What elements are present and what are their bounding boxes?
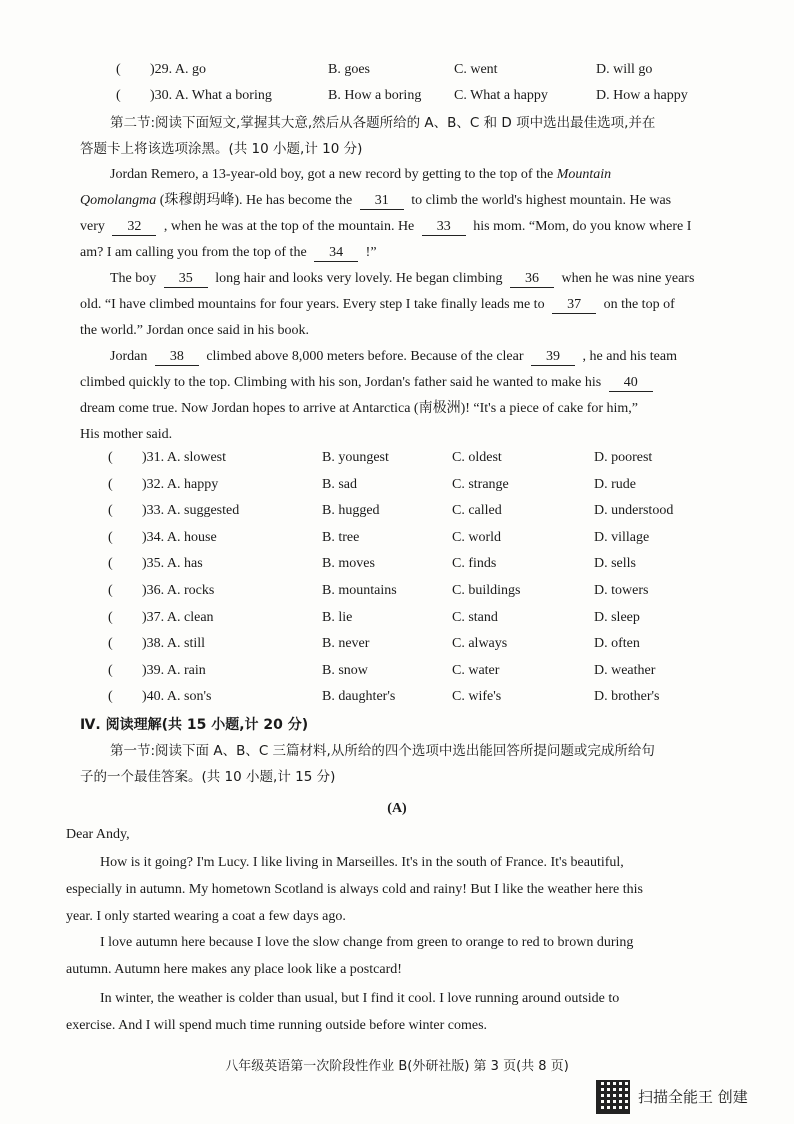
text: The boy [110,271,157,286]
answer-paren: ( [108,556,113,572]
text: very [80,219,105,234]
passage-line [110,162,790,188]
letter-line: How is it going? I'm Lucy. I like living in Marseilles. It's in the south of France. It's beautiful, [100,855,624,870]
option-c: C. wife's [452,689,502,705]
answer-paren: ( [108,450,113,465]
text: !” [365,245,377,260]
option-d: D. village [594,529,650,545]
option-b: B. moves [322,556,375,572]
blank-39: 39 [531,349,575,366]
option-c: C. went [454,62,498,77]
question-38 [108,636,728,656]
question-39 [108,663,728,683]
passage-line [80,240,760,266]
letter-line: I love autumn here because I love the slow change from green to orange to red to brown during [100,935,634,950]
option-a: )40. A. son's [142,689,212,705]
option-d: D. poorest [594,450,653,465]
blank-37: 37 [552,297,596,314]
option-c: C. water [452,662,500,678]
answer-paren: ( [108,609,113,625]
text: am? I am calling you from the top of the [80,245,307,260]
option-c: C. finds [452,556,497,572]
option-d: D. rude [594,476,636,492]
blank-31: 31 [360,193,404,210]
option-d: D. brother's [594,689,660,705]
text: , he and his team [582,349,678,364]
passage-line: His mother said. [80,427,173,442]
option-a: )30. A. What a boring [150,88,272,103]
passage-line [80,292,760,318]
option-c: C. oldest [452,450,502,465]
passage-line [110,266,790,292]
question-35 [108,556,728,576]
option-c: C. always [452,636,508,652]
option-c: C. What a happy [454,88,548,103]
passage-line [80,214,760,240]
option-a: )29. A. go [150,62,206,77]
question-32 [108,477,728,497]
answer-paren: ( [108,583,113,598]
option-c: C. world [452,529,501,545]
page-footer: 八年级英语第一次阶段性作业 B(外研社版) 第 3 页(共 8 页) [225,1059,569,1074]
option-b: B. snow [322,662,368,678]
scanner-watermark: 扫描全能王 创建 [638,1088,748,1106]
option-a: )35. A. has [142,556,203,572]
letter-line: especially in autumn. My hometown Scotland is always cold and rainy! But I like the weather here this [66,882,643,897]
passage-line [80,188,760,214]
option-a: )31. A. slowest [142,450,226,465]
question-29 [116,62,716,82]
letter-line: In winter, the weather is colder than usual, but I find it cool. I love running around outside to [100,991,620,1006]
text: long hair and looks very lovely. He began climbing [215,271,503,286]
letter-greeting: Dear Andy, [66,827,130,842]
option-c: C. buildings [452,583,521,598]
option-b: B. lie [322,609,353,625]
option-b: B. mountains [322,583,397,598]
passage-line: the world.” Jordan once said in his book. [80,323,310,338]
answer-paren: ( [108,529,113,545]
answer-paren: ( [108,476,113,492]
option-b: B. hugged [322,503,380,519]
letter-line: autumn. Autumn here makes any place look like a postcard! [66,962,402,977]
text: Qomolangma [80,193,157,208]
text: his mom. “Mom, do you know where I [473,219,692,234]
question-34 [108,530,728,550]
part4-instruction: 第一节:阅读下面 A、B、C 三篇材料,从所给的四个选项中选出能回答所提问题或完成所给句 [110,743,655,759]
passage-line [80,370,760,396]
letter-line: year. I only started wearing a coat a few days ago. [66,909,346,924]
option-d: D. often [594,636,640,652]
answer-paren: ( [116,88,121,103]
option-a: )32. A. happy [142,476,219,492]
blank-40: 40 [609,375,653,392]
part4-title: Ⅳ. 阅读理解(共 15 小题,计 20 分) [80,717,309,733]
text: Jordan [110,349,148,364]
passage-label-a: (A) [387,801,407,816]
blank-34: 34 [314,245,358,262]
option-b: B. tree [322,529,360,545]
answer-paren: ( [116,62,121,77]
option-a: )33. A. suggested [142,503,240,519]
option-d: D. sells [594,556,636,572]
option-c: C. strange [452,476,509,492]
text: when he was nine years [561,271,695,286]
qr-code-icon [596,1080,630,1114]
blank-33: 33 [422,219,466,236]
option-b: B. never [322,636,370,652]
question-33 [108,503,728,523]
question-36 [108,583,728,603]
option-a: )38. A. still [142,636,206,652]
text: Jordan Remero, a 13-year-old boy, got a new record by getting to the top of the [110,167,554,182]
option-b: B. goes [328,62,370,77]
blank-35: 35 [164,271,208,288]
question-40 [108,689,728,709]
option-d: D. How a happy [596,88,688,103]
blank-36: 36 [510,271,554,288]
answer-paren: ( [108,503,113,519]
option-a: )39. A. rain [142,662,206,678]
text: old. “I have climbed mountains for four years. Every step I take finally leads me to [80,297,545,312]
answer-paren: ( [108,636,113,652]
question-37 [108,610,728,630]
option-b: B. youngest [322,450,389,465]
blank-38: 38 [155,349,199,366]
option-d: D. understood [594,503,674,519]
option-a: )36. A. rocks [142,583,215,598]
letter-line: exercise. And I will spend much time running outside before winter comes. [66,1018,488,1033]
answer-paren: ( [108,689,113,705]
option-d: D. towers [594,583,649,598]
text: to climb the world's highest mountain. He was [411,193,672,208]
text: climbed quickly to the top. Climbing with his son, Jordan's father said he wanted to make his [80,375,602,390]
passage-line [110,344,790,370]
option-a: )34. A. house [142,529,217,545]
text: on the top of [603,297,675,312]
section2-instruction: 第二节:阅读下面短文,掌握其大意,然后从各题所给的 A、B、C 和 D 项中选出最佳选项,并在 [110,115,656,131]
question-30 [116,88,716,108]
option-d: D. weather [594,662,656,678]
option-b: B. sad [322,476,357,492]
option-d: D. will go [596,62,653,77]
blank-32: 32 [112,219,156,236]
option-c: C. stand [452,609,498,625]
answer-paren: ( [108,662,113,678]
question-31 [108,450,728,470]
option-b: B. daughter's [322,689,396,705]
option-c: C. called [452,503,502,519]
text: climbed above 8,000 meters before. Because of the clear [206,349,524,364]
option-b: B. How a boring [328,88,422,103]
text: Mountain [556,167,612,182]
option-a: )37. A. clean [142,609,214,625]
part4-instruction-cont: 子的一个最佳答案。(共 10 小题,计 15 分) [80,769,336,785]
option-d: D. sleep [594,609,640,625]
text: (珠穆朗玛峰). He has become the [159,193,353,208]
text: , when he was at the top of the mountain. He [163,219,415,234]
section2-instruction-cont: 答题卡上将该选项涂黑。(共 10 小题,计 10 分) [80,141,363,157]
passage-line: dream come true. Now Jordan hopes to arrive at Antarctica (南极洲)! “It's a piece of cake for him,” [80,401,639,416]
